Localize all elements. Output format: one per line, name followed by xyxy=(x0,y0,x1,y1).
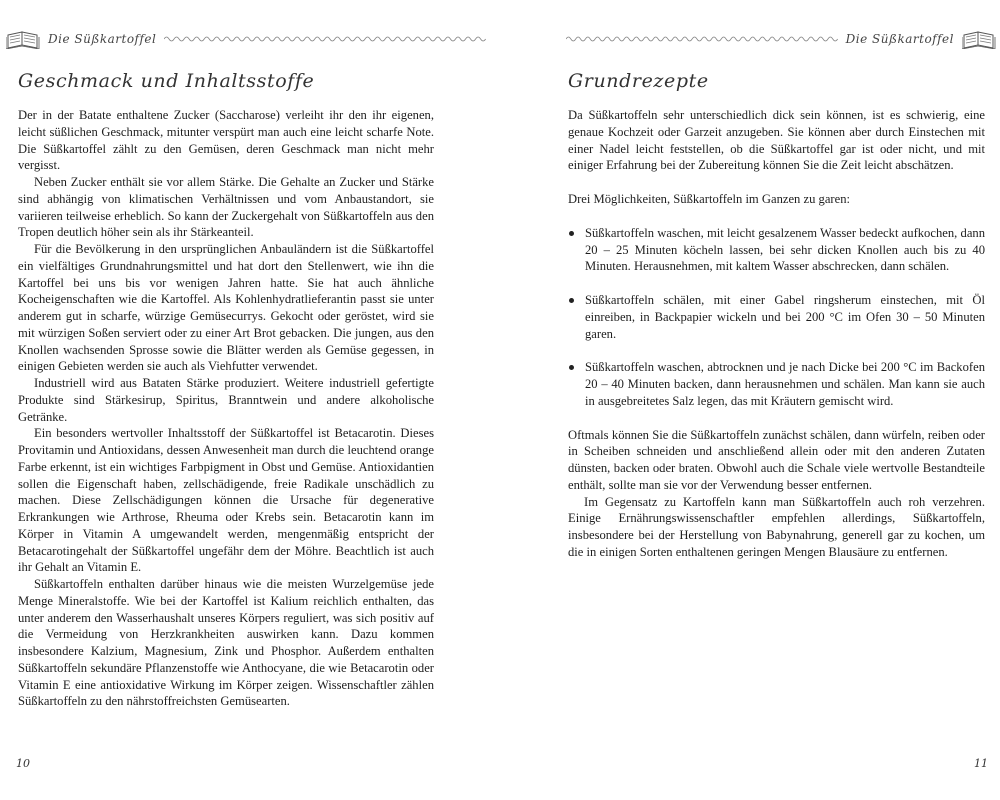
right-running-head xyxy=(566,28,996,50)
right-page xyxy=(500,0,1000,800)
paragraph-sweetness: Der in der Batate enthaltene Zucker (Saccharose) verleiht ihr den ihr eigenen, leicht süßlichen Geschmack, mitunter verspürt man auch eine leicht scharfe Note. Die Süßkartoffel zählt zu den Gemüsen, deren Geschmack man nicht mehr vergisst. xyxy=(18,108,434,173)
list-item xyxy=(568,292,985,342)
paragraph-industry: Industriell wird aus Bataten Stärke produziert. Weitere industriell gefertigte Produkte sind Stärkesirup, Spiritus, Branntwein und andere alkoholische Getränke. xyxy=(18,376,434,424)
method-bake: Süßkartoffeln waschen, abtrocknen und je nach Dicke bei 200 °C im Backofen 20 – 40 Minuten backen, dann herausnehmen und schälen. Man kann sie auch in ausgebreitetes Salz legen, das mit Kräutern gemischt wird. xyxy=(585,360,985,408)
paragraph-preparation: Oftmals können Sie die Süßkartoffeln zunächst schälen, dann würfeln, reiben oder in Scheiben schneiden und anschließend allein oder mit den anderen Zutaten dünsten, backen oder braten. Obwohl auch die Schale viele wertvolle Bestandteile enthält, sollte man sie vor der Verwendung besser entfernen. xyxy=(568,427,985,492)
bullet-icon xyxy=(569,298,574,303)
paragraph-raw: Im Gegensatz zu Kartoffeln kann man Süßkartoffeln auch roh verzehren. Einige Ernährungswissenschaftler empfehlen allerdings, Süßkartoffeln, insbesondere bei der Herstellung von Babynahrung, generell gar zu kochen, um die in einigen Sorten enthaltenen geringen Mengen Blausäure zu entfernen. xyxy=(568,494,985,559)
cooking-methods-list xyxy=(568,225,985,410)
bullet-icon xyxy=(569,365,574,370)
left-running-head xyxy=(6,28,486,50)
left-chapter-title: Geschmack und Inhaltsstoffe xyxy=(18,70,315,92)
bullet-icon xyxy=(569,231,574,236)
open-book-icon xyxy=(962,29,996,49)
ornament-wave-line xyxy=(566,35,838,43)
paragraph-minerals: Süßkartoffeln enthalten darüber hinaus wie die meisten Wurzelgemüse jede Menge Mineralstoffe. Wie bei der Kartoffel ist Kalium reichlich enthalten, das unter anderem den Wasserhaushalt unseres Körpers reguliert, was sich positiv auf die Vermeidung von Herzkrankheiten auswirken kann. Dazu kommen insbesondere Kalzium, Magnesium, Zink und Phosphor. Außerdem enthalten Süßkartoffeln sekundäre Pflanzenstoffe wie Anthocyane, die wie Betacarotin oder Vitamin E eine antioxidative Wirkung im Körper zeigen. Wissenschaftler zählen Süßkartoffeln zu den nährstoffreichsten Gemüsearten. xyxy=(18,577,434,709)
paragraph-starch: Neben Zucker enthält sie vor allem Stärke. Die Gehalte an Zucker und Stärke sind abhängig von klimatischen Verhältnissen und vom Anbaustandort, sie variieren teilweise erheblich. So kann der Zuckergehalt von Süßkartoffeln aus den Tropen deutlich höher sein als ihr Stärkeanteil. xyxy=(18,175,434,240)
left-body-text xyxy=(18,107,434,710)
list-item xyxy=(568,225,985,275)
right-body-text xyxy=(568,107,985,561)
paragraph-list-intro: Drei Möglichkeiten, Süßkartoffeln im Ganzen zu garen: xyxy=(568,192,850,206)
paragraph-staple-food: Für die Bevölkerung in den ursprünglichen Anbauländern ist die Süßkartoffel ein vielfältiges Grundnahrungsmittel und hat dort den Stellenwert, wie ihn die Kartoffel bei uns bis vor wenigen Jahren hatte. Sie hat auch ähnliche Kocheigenschaften wie die Kartoffel. Als Kohlenhydratlieferantin passt sie unter anderem gut in scharfe, würzige Gemüsecurrys. Gekocht oder geröstet, wird sie mit würzigen Soßen serviert oder zu einer Art Brot gebacken. Die jungen, aus den Knollen wachsenden Sprosse sowie die Blätter werden als Gemüse gegessen, in einigen Gebieten werden sie auch als Viehfutter verwendet. xyxy=(18,242,434,374)
right-page-number: 11 xyxy=(974,757,988,770)
ornament-wave-line xyxy=(164,35,486,43)
right-running-head-title: Die Süßkartoffel xyxy=(845,32,954,46)
right-chapter-title: Grundrezepte xyxy=(568,70,709,92)
list-item xyxy=(568,359,985,409)
left-running-head-title: Die Süßkartoffel xyxy=(48,32,157,46)
method-oven-paper: Süßkartoffeln schälen, mit einer Gabel ringsherum einstechen, mit Öl einreiben, in Backpapier wickeln und bei 200 °C im Ofen 30 – 50 Minuten garen. xyxy=(585,293,985,341)
open-book-icon xyxy=(6,29,40,49)
paragraph-cooking-time: Da Süßkartoffeln sehr unterschiedlich dick sein können, ist es schwierig, eine genaue Kochzeit oder Garzeit anzugeben. Sie können aber durch Einstechen mit einer Nadel leicht feststellen, ob die Süßkartoffel gar ist oder nicht, und mit einiger Erfahrung bei der Zubereitung können Sie die Zeit leicht abschätzen. xyxy=(568,108,985,173)
left-page-number: 10 xyxy=(16,757,30,770)
method-boil: Süßkartoffeln waschen, mit leicht gesalzenem Wasser bedeckt aufkochen, dann 20 – 25 Minuten köcheln lassen, bei sehr dicken Knollen auch bis zu 40 Minuten. Herausnehmen, mit kaltem Wasser abschrecken, dann schälen. xyxy=(585,225,985,274)
paragraph-betacarotene: Ein besonders wertvoller Inhaltsstoff der Süßkartoffel ist Betacarotin. Dieses Provitamin und Antioxidans, dessen Anwesenheit man durch die leuchtend orange Farbe erkennt, ist ein wichtiges Farbpigment in Obst und Gemüse. Antioxidantien sollen die Eigenschaft haben, zellschädigende, freie Radikale unschädlich zu machen. Diese Zellschädigungen können die Ursache für degenerative Erkrankungen wie Arthrose, Rheuma oder Krebs sein. Betacarotin kann im Körper in Vitamin A umgewandelt werden, mengenmäßig entspricht der Betacarotingehalt der Süßkartoffel ungefähr dem der Möhre. Beachtlich ist auch ihr Gehalt an Vitamin E. xyxy=(18,426,434,575)
